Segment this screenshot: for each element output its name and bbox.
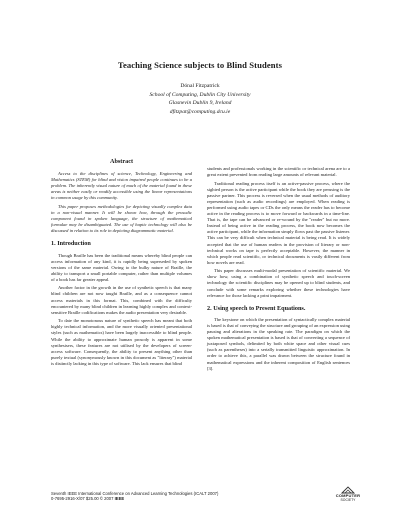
abstract-heading: Abstract xyxy=(109,158,134,165)
computer-society-logo xyxy=(328,486,368,506)
logo-subtext: SOCIETY xyxy=(340,498,356,503)
author-email: dfitzpat@computing.dcu.ie xyxy=(169,108,231,115)
author-address: Glasnevin Dublin 9, Ireland xyxy=(168,100,232,107)
body-paragraph: The keystone on which the presentation of syntactically complex material is based is that of conveying the structure and grouping of an expression using pausing and alterations in the speaking rate. The paradigm on which the spoken mathematical presentation is based is that of converting a sequence of juxtaposed symbols, delimited by both white space and other visual cues (such as parentheses) into a serially transmitted linguistic approximation. In order to achieve this, a parallel was drawn between the structure found in mathematical expressions and the inherent composition of English sentences [3]. xyxy=(207,316,350,371)
paper-title: Teaching Science subjects to Blind Students xyxy=(117,60,283,70)
author-block xyxy=(0,82,400,116)
abstract-body xyxy=(51,171,192,234)
logo-text: COMPUTER xyxy=(335,493,361,498)
body-paragraph: Traditional reading process itself is an active-passive process, where the sighted person is the active participant while the book they are perusing is the passive partner. This process is reversed when the usual methods of auditory representation (such as audio recordings) are employed. When reading is performed using audio tapes or CDs the only means the reader has to become active in the reading process is to move forward or backwards in a time-line. That is, the tape can be advanced or re-wound by the "reader" but no more. Instead of being active in the reading process, the book now becomes the active participant, while the information simply flows past the passive listener. This can be very difficult when technical material is being read. It is widely accepted that the use of human readers in the provision of literary or non-technical works on tape is perfectly acceptable. However, the manner in which people read scientific, or technical documents is vastly different from how novels are read. xyxy=(207,180,350,265)
right-column xyxy=(207,166,350,374)
abstract-paragraph: This paper proposes methodologies for depicting visually complex data in a non-visual manner. It will be shown how, through the prosodic component found in spoken language, the structure of mathematical formulae may be disambiguated. The use of haptic technology will also be discussed in relation to its role in depicting diagrammatic material. xyxy=(51,203,192,234)
body-paragraph: students and professionals working in the scientific or technical arena are to a great extent prevented from reading large amounts of relevant material. xyxy=(207,166,350,178)
page-footer xyxy=(51,491,218,502)
author-affiliation: School of Computing, Dublin City University xyxy=(149,91,251,98)
footer-copyright xyxy=(51,496,218,501)
left-column xyxy=(51,158,192,369)
body-paragraph: Though Braille has been the traditional means whereby blind people can access information of any kind, it is rapidly being superseded by spoken versions of the same material. Owing to the bulky nature of Braille, the ability to transport a small portable computer, rather than multiple volumes of a book has far greater appeal. xyxy=(51,252,192,282)
body-paragraph: This paper discusses multi-modal presentation of scientific material. We show how, using a combination of synthetic speech and touch-screen technology the scientific disciplines may be opened up to blind students, and conclude with some remarks exploring whether these technologies have relevance for those lacking a print impairment. xyxy=(207,268,350,298)
abstract-paragraph: Access to the disciplines of science, Technology, Engineering and Mathematics (STEM) for blind and vision impaired people continues to be a problem. The inherently visual nature of much of the material found in these areas is neither easily or readily accessible using the linear representations in common usage by this community. xyxy=(51,171,192,201)
body-paragraph: To date the monotonous nature of synthetic speech has meant that both highly technical information, and the more visually oriented presentational styles (such as mathematics) have been largely inaccessible to blind people. While the ability to approximate human prosody is apparent in some synthesisers, these features are not utilised by the developers of screen-access software. Consequently, the ability to present anything other than purely textual (synonymously known in this document as "literary") material is distinctly lacking in this type of software. This lack ensures that blind xyxy=(51,318,192,366)
footer-copyright-text: 0-7695-2916-X/07 $25.00 © 2007 xyxy=(51,496,115,502)
footer-conference: Seventh IEEE International Conference on Advanced Learning Technologies (ICALT 2007) xyxy=(51,491,219,496)
section-heading-introduction: 1. Introduction xyxy=(51,240,91,248)
author-name: Dónal Fitzpatrick xyxy=(180,83,220,89)
section-heading-speech: 2. Using speech to Present Equations. xyxy=(207,304,306,312)
body-paragraph: Another factor in the growth in the use of synthetic speech is that many blind children are not now taught Braille, and as a consequence cannot access materials in this format. This, combined with the difficulty encountered by many blind children in learning highly complex and context-sensitive Braille codifications makes the audio presentation very desirable. xyxy=(51,285,192,315)
footer-ieee: IEEE xyxy=(114,496,125,502)
